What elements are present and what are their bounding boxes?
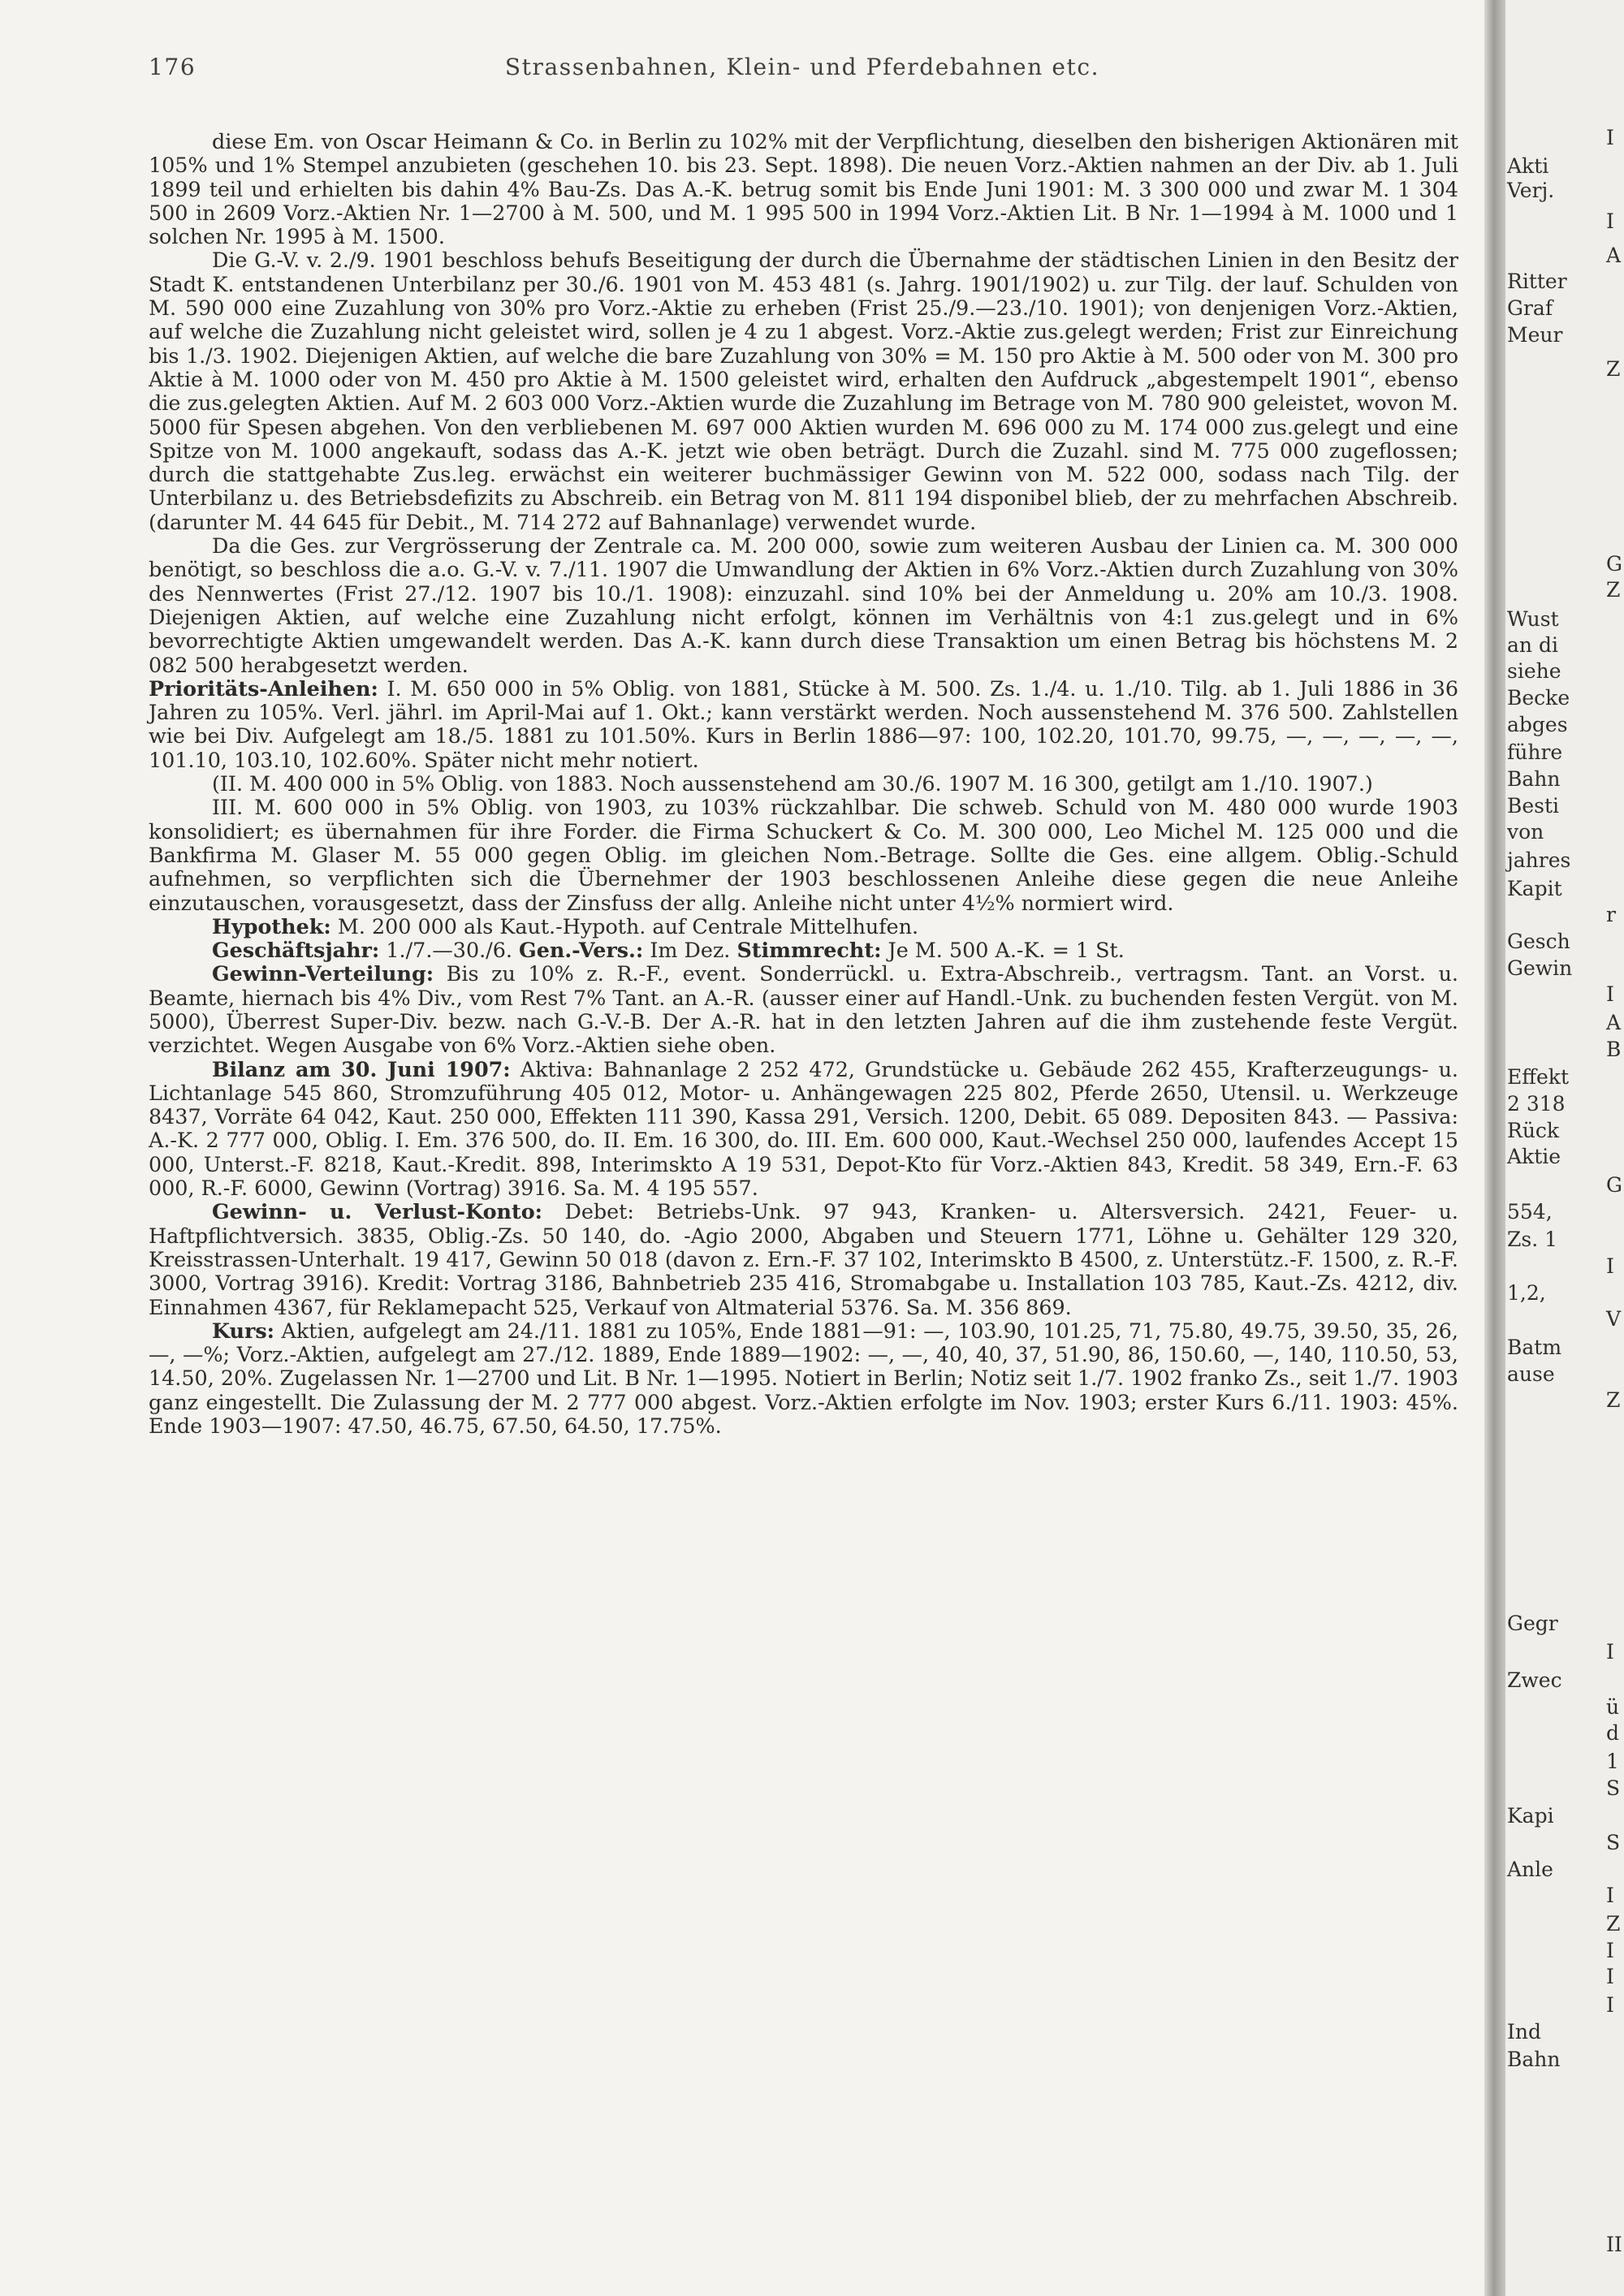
page-number: 176 bbox=[149, 54, 197, 80]
next-page-edge-line: d bbox=[1606, 1721, 1620, 1745]
next-page-edge-line: Verj. bbox=[1507, 179, 1555, 202]
next-page-edge-line: Besti bbox=[1507, 794, 1560, 818]
next-page-edge-line: I bbox=[1606, 1884, 1614, 1907]
paragraph-prioritaets-anleihen bbox=[149, 677, 1458, 772]
paragraph-gewinn-verlust bbox=[149, 1200, 1458, 1318]
next-page-edge-line: Akti bbox=[1507, 154, 1549, 178]
next-page-edge-line: 2 318 bbox=[1507, 1092, 1566, 1116]
next-page-edge-line: Rück bbox=[1507, 1119, 1560, 1142]
next-page-edge-line: A bbox=[1606, 1011, 1622, 1034]
next-page-edge-line: an di bbox=[1507, 633, 1558, 657]
next-page-edge-line: Gegr bbox=[1507, 1612, 1558, 1635]
next-page-edge-line: I bbox=[1606, 1993, 1614, 2017]
next-page-edge bbox=[1505, 0, 1624, 2296]
next-page-edge-line: von bbox=[1507, 820, 1544, 844]
next-page-edge-line: G bbox=[1606, 1173, 1622, 1197]
text-stimmrecht: Je M. 500 A.-K. = 1 St. bbox=[888, 938, 1125, 963]
label-gen-vers: Gen.-Vers.: bbox=[519, 938, 644, 963]
label-gewinn-verlust: Gewinn- u. Verlust-Konto: bbox=[212, 1199, 543, 1224]
next-page-edge-line: Z bbox=[1606, 1912, 1621, 1936]
label-hypothek: Hypothek: bbox=[212, 913, 331, 939]
next-page-edge-line: Meur bbox=[1507, 323, 1563, 347]
next-page-edge-line: Kapit bbox=[1507, 877, 1562, 900]
next-page-edge-line: Graf bbox=[1507, 296, 1553, 320]
next-page-edge-line: I bbox=[1606, 209, 1614, 233]
next-page-edge-line: Effekt bbox=[1507, 1065, 1570, 1089]
next-page-edge-line: Bahn bbox=[1507, 2048, 1561, 2071]
next-page-edge-line: 1 bbox=[1606, 1750, 1619, 1773]
paragraph-capital-1907: Da die Ges. zur Vergrösserung der Zentrale ca. M. 200 000, sowie zum weiteren Ausbau der Linien ca. M. 300 000 benötigt, so beschloss die a.o. G.-V. v. 7./11. 1907 die Umwandlung der Aktien in 6% Vorz.-Aktien durch Zuzahlung von 30% des Nennwertes (Frist 27./12. 1907 bis 10./1. 1908): einzuzahl. sind 10% bei der Anmeldung u. 20% am 10./3. 1908. Diejenigen Aktien, auf welche eine Zuzahlung nicht erfolgt, können im Verhältnis von 4:1 zus.gelegt und in 6% bevorrechtigte Aktien umgewandelt werden. Das A.-K. kann durch diese Transaktion um einen Betrag bis höchstens M. 2 082 500 herabgesetzt werden. bbox=[149, 533, 1458, 677]
next-page-edge-line: Z bbox=[1606, 357, 1621, 381]
next-page-edge-line: Zwec bbox=[1507, 1668, 1562, 1692]
next-page-edge-line: A bbox=[1606, 244, 1622, 267]
next-page-edge-line: siehe bbox=[1507, 659, 1561, 683]
label-stimmrecht: Stimmrecht: bbox=[736, 938, 882, 963]
next-page-edge-line: B bbox=[1606, 1038, 1622, 1061]
next-page-edge-line: Kapi bbox=[1507, 1804, 1554, 1828]
text-geschaeftsjahr: 1./7.—30./6. bbox=[386, 938, 512, 963]
next-page-edge-line: I bbox=[1606, 982, 1614, 1006]
label-kurs: Kurs: bbox=[212, 1318, 275, 1343]
paragraph-gewinn-verteilung bbox=[149, 962, 1458, 1057]
next-page-edge-line: Wust bbox=[1507, 607, 1559, 631]
text-gen-vers: Im Dez. bbox=[650, 938, 731, 963]
next-page-edge-line: jahres bbox=[1507, 848, 1571, 872]
next-page-edge-line: Z bbox=[1606, 1388, 1621, 1412]
next-page-edge-line: G bbox=[1606, 552, 1622, 576]
next-page-edge-line: Z bbox=[1606, 578, 1621, 602]
next-page-edge-line: I bbox=[1606, 1965, 1614, 1988]
running-header bbox=[149, 54, 1456, 89]
next-page-edge-line: ü bbox=[1606, 1695, 1620, 1719]
book-gutter bbox=[1484, 0, 1505, 2296]
text-hypothek: M. 200 000 als Kaut.-Hypoth. auf Centrale Mittelhufen. bbox=[337, 913, 919, 939]
next-page-edge-line: 1,2, bbox=[1507, 1281, 1546, 1305]
text-gewinn-verteilung: Bis zu 10% z. R.-F., event. Sonderrückl. u. Extra-Abschreib., vertragsm. Tant. an Vorst. u. Beamte, hiernach bis 4% Div., vom Rest 7% Tant. an A.-R. (ausser einer auf Handl.-Unk. zu buchenden festen Vergüt. von M. 5000), Überrest Super-Div. bezw. nach G.-V.-B. Der A.-R. hat in den letzten Jahren auf die ihm zustehende feste Vergüt. verzichtet. Wegen Ausgabe von 6% Vorz.-Aktien siehe oben. bbox=[149, 961, 1458, 1058]
next-page-edge-line: Gewin bbox=[1507, 956, 1573, 980]
paragraph-hypothek bbox=[149, 915, 1458, 939]
paragraph-anleihe-iii: III. M. 600 000 in 5% Oblig. von 1903, zu 103% rückzahlbar. Die schweb. Schuld von M. 480 000 wurde 1903 konsolidiert; es übernahmen für ihre Forder. die Firma Schuckert & Co. M. 300 000, Leo Michel M. 125 000 und die Bankfirma M. Glaser M. 55 000 gegen Oblig. im gleichen Nom.-Betrage. Sollte die Ges. eine allgem. Oblig.-Schuld aufnehmen, so verpflichten sich die Übernehmer der 1903 beschlossenen Anleihe diese gegen die neue Anleihe einzutauschen, vorausgesetzt, dass der Zinsfuss der allg. Anleihe nicht unter 4½% normiert wird. bbox=[149, 795, 1458, 915]
next-page-edge-line: I bbox=[1606, 1254, 1614, 1278]
next-page-edge-line: Becke bbox=[1507, 686, 1570, 710]
next-page-edge-line: Bahn bbox=[1507, 767, 1561, 791]
running-title: Strassenbahnen, Klein- und Pferdebahnen etc. bbox=[504, 54, 1100, 80]
next-page-edge-line: I bbox=[1606, 126, 1614, 149]
next-page-edge-line: Batm bbox=[1507, 1336, 1562, 1359]
paragraph-anleihe-ii: (II. M. 400 000 in 5% Oblig. von 1883. Noch aussenstehend am 30./6. 1907 M. 16 300, getilgt am 1./10. 1907.) bbox=[212, 771, 1373, 796]
next-page-edge-line: S bbox=[1606, 1831, 1621, 1854]
text-prioritaets-anleihen: I. M. 650 000 in 5% Oblig. von 1881, Stücke à M. 500. Zs. 1./4. u. 1./10. Tilg. ab 1. Juli 1886 in 36 Jahren zu 105%. Verl. jährl. im April-Mai auf 1. Okt.; kann verstärkt werden. Noch aussenstehend M. 376 500. Zahlstellen wie bei Div. Aufgelegt am 18./5. 1881 zu 101.50%. Kurs in Berlin 1886—97: 100, 102.20, 101.70, 99.75, —, —, —, —, —, 101.10, 103.10, 102.60%. Später nicht mehr notiert. bbox=[149, 675, 1459, 772]
next-page-edge-line: Ind bbox=[1507, 2020, 1541, 2044]
label-geschaeftsjahr: Geschäftsjahr: bbox=[212, 938, 380, 963]
next-page-edge-line: Gesch bbox=[1507, 930, 1570, 953]
label-gewinn-verteilung: Gewinn-Verteilung: bbox=[212, 961, 434, 986]
next-page-edge-line: Aktie bbox=[1507, 1145, 1561, 1168]
next-page-edge-line: S bbox=[1606, 1776, 1621, 1800]
next-page-edge-line: I bbox=[1606, 1939, 1614, 1962]
paragraph-bilanz bbox=[149, 1058, 1458, 1201]
label-bilanz: Bilanz am 30. Juni 1907: bbox=[212, 1056, 511, 1081]
paragraph-gv-1901: Die G.-V. v. 2./9. 1901 beschloss behufs Beseitigung der durch die Übernahme der städtischen Linien in den Besitz der Stadt K. entstandenen Unterbilanz per 30./6. 1901 von M. 453 481 (s. Jahrg. 1901/1902) u. zur Tilg. der lauf. Schulden von M. 590 000 eine Zuzahlung von 30% pro Vorz.-Aktie zu erheben (Frist 25./9.—23./10. 1901); von denjenigen Vorz.-Aktien, auf welche die Zuzahlung nicht geleistet wird, sollen je 4 zu 1 abgest. Vorz.-Aktie zus.gelegt werden; Frist zur Einreichung bis 1./3. 1902. Diejenigen Aktien, auf welche die bare Zuzahlung von 30% = M. 150 pro Aktie à M. 500 oder von M. 300 pro Aktie à M. 1000 oder von M. 450 pro Aktie à M. 1500 geleistet wird, erhalten den Aufdruck „abgestempelt 1901“, ebenso die zus.gelegten Aktien. Auf M. 2 603 000 Vorz.-Aktien wurde die Zuzahlung im Betrage von M. 780 900 geleistet, wovon M. 5000 für Spesen abgehen. Von den verbliebenen M. 697 000 Aktien wurden M. 696 000 zu M. 174 000 zus.gelegt und eine Spitze von M. 1000 angekauft, sodass das A.-K. jetzt wie oben beträgt. Durch die Zuzahl. sind M. 775 000 zugeflossen; durch die stattgehabte Zus.leg. erwächst ein weiterer buchmässiger Gewinn von M. 522 000, sodass nach Tilg. der Unterbilanz u. des Betriebsdefizits zu Abschreib. ein Betrag von M. 811 194 disponibel blieb, der zu mehrfachen Abschreib. (darunter M. 44 645 für Debit., M. 714 272 auf Bahnanlage) verwendet wurde. bbox=[149, 248, 1458, 534]
next-page-edge-line: Zs. 1 bbox=[1507, 1228, 1557, 1251]
next-page-edge-line: abges bbox=[1507, 713, 1568, 736]
next-page-edge-line: Anle bbox=[1507, 1858, 1553, 1881]
text-bilanz: Aktiva: Bahnanlage 2 252 472, Grundstücke u. Gebäude 262 455, Krafterzeugungs- u. Lichtanlage 545 860, Stromzuführung 405 012, Motor- u. Anhängewagen 225 802, Pferde 2650, Utensil. u. Werkzeuge 8437, Vorräte 64 042, Kaut. 250 000, Effekten 111 390, Kassa 291, Versich. 1200, Debit. 65 089. Depositen 843. — Passiva: A.-K. 2 777 000, Oblig. I. Em. 376 500, do. II. Em. 16 300, do. III. Em. 600 000, Kaut.-Wechsel 250 000, laufendes Accept 15 000, Unterst.-F. 8218, Kaut.-Kredit. 898, Interimskto A 19 531, Depot-Kto für Vorz.-Aktien 843, Kredit. 58 349, Ern.-F. 63 000, R.-F. 6000, Gewinn (Vortrag) 3916. Sa. M. 4 195 557. bbox=[149, 1056, 1458, 1201]
text-gewinn-verlust: Debet: Betriebs-Unk. 97 943, Kranken- u. Altersversich. 2421, Feuer- u. Haftpflichtversich. 3835, Oblig.-Zs. 50 140, do. -Agio 2000, Abgaben und Steuern 1771, Löhne u. Gehälter 129 320, Kreisstrassen-Unterhalt. 19 417, Gewinn 50 018 (davon z. Ern.-F. 37 102, Interimskto B 4500, z. Unterstütz.-F. 1500, z. R.-F. 3000, Vortrag 3916). Kredit: Vortrag 3186, Bahnbetrieb 235 416, Stromabgabe u. Installation 103 785, Kaut.-Zs. 4212, div. Einnahmen 4367, für Reklamepacht 525, Verkauf von Altmaterial 5376. Sa. M. 356 869. bbox=[149, 1199, 1458, 1319]
next-page-edge-line: V bbox=[1606, 1307, 1622, 1331]
label-prioritaets-anleihen: Prioritäts-Anleihen: bbox=[149, 675, 378, 701]
next-page-edge-line: I bbox=[1606, 1640, 1614, 1664]
paragraph-kurs bbox=[149, 1319, 1458, 1438]
next-page-edge-line: II bbox=[1606, 2233, 1622, 2256]
next-page-edge-line: ause bbox=[1507, 1362, 1555, 1386]
next-page-edge-line: r bbox=[1606, 903, 1616, 926]
next-page-edge-line: führe bbox=[1507, 740, 1563, 764]
text-kurs: Aktien, aufgelegt am 24./11. 1881 zu 105%, Ende 1881—91: —, 103.90, 101.25, 71, 75.80, 49.75, 39.50, 35, 26, —, —%; Vorz.-Aktien, aufgelegt am 27./12. 1889, Ende 1889—1902: —, —, 40, 40, 37, 51.90, 86, 150.60, —, 140, 110.50, 53, 14.50, 20%. Zugelassen Nr. 1—2700 und Lit. B Nr. 1—1995. Notiert in Berlin; Notiz seit 1./7. 1902 franko Zs., seit 1./7. 1903 ganz eingestellt. Die Zulassung der M. 2 777 000 abgest. Vorz.-Aktien erfolgte im Nov. 1903; erster Kurs 6./11. 1903: 45%. Ende 1903—1907: 47.50, 46.75, 67.50, 64.50, 17.75%. bbox=[149, 1318, 1458, 1439]
next-page-edge-line: 554, bbox=[1507, 1200, 1553, 1224]
next-page-edge-line: Ritter bbox=[1507, 270, 1567, 293]
paragraph-geschaeftsjahr bbox=[149, 939, 1458, 962]
article-body bbox=[149, 130, 1458, 1438]
paragraph-emission: diese Em. von Oscar Heimann & Co. in Berlin zu 102% mit der Verpflichtung, dieselben den bisherigen Aktionären mit 105% und 1% Stempel anzubieten (geschehen 10. bis 23. Sept. 1898). Die neuen Vorz.-Aktien nahmen an der Div. ab 1. Juli 1899 teil und erhielten bis dahin 4% Bau-Zs. Das A.-K. betrug somit bis Ende Juni 1901: M. 3 300 000 und zwar M. 1 304 500 in 2609 Vorz.-Aktien Nr. 1—2700 à M. 500, und M. 1 995 500 in 1994 Vorz.-Aktien Lit. B Nr. 1—1994 à M. 1000 und 1 solchen Nr. 1995 à M. 1500. bbox=[149, 129, 1458, 249]
